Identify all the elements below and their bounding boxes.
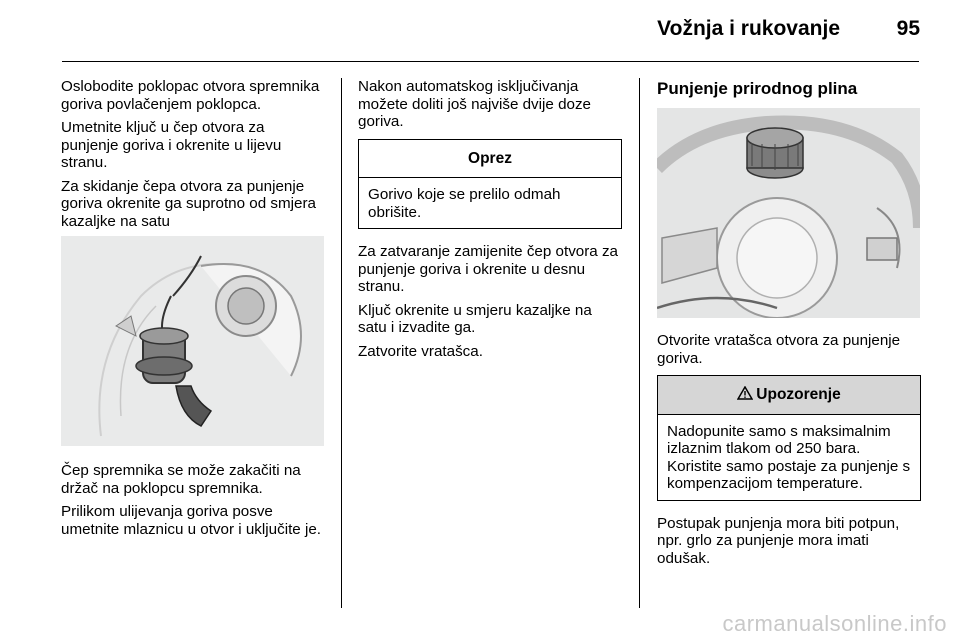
paragraph: Oslobodite poklopac otvora spremnika goriva povlačenjem poklopca. [61, 78, 320, 113]
warning-text: Nadopunite samo s maksimalnim izlaznim tlakom od 250 bara. Koristite samo postaje za punjenje s kompenzacijom temperature. [667, 422, 911, 492]
warning-title: Upozorenje [756, 386, 841, 403]
warning-header [658, 376, 920, 415]
paragraph: Otvorite vratašca otvora za punjenje goriva. [657, 332, 901, 367]
paragraph: Čep spremnika se može zakačiti na držač na poklopcu spremnika. [61, 462, 301, 497]
warning-triangle-icon [737, 386, 753, 400]
paragraph: Za skidanje čepa otvora za punjenje goriva okrenite ga suprotno od smjera kazaljke na satu [61, 177, 316, 230]
page-number: 95 [896, 17, 920, 40]
caution-title: Oprez [359, 140, 621, 179]
watermark: carmanualsonline.info [722, 611, 947, 636]
fuel-cap-illustration [61, 236, 324, 446]
cng-filler-illustration [657, 108, 920, 318]
paragraph: Ključ okrenite u smjeru kazaljke na satu i izvadite ga. [358, 301, 592, 336]
column-2 [358, 78, 623, 366]
warning-box [657, 375, 921, 501]
column-divider-1 [341, 78, 342, 608]
header-divider [62, 61, 919, 62]
column-3 [657, 78, 922, 573]
caution-text: Gorivo koje se prelilo odmah obrišite. [368, 186, 561, 221]
paragraph: Zatvorite vratašca. [358, 342, 483, 360]
filler-nozzle-icon [747, 128, 803, 178]
paragraph: Umetnite ključ u čep otvora za punjenje goriva i okrenite u lijevu stranu. [61, 119, 282, 171]
section-title: Punjenje prirodnog plina [657, 79, 858, 98]
paragraph: Prilikom ulijevanja goriva posve umetnite mlaznicu u otvor i uključite je. [61, 503, 321, 538]
paragraph: Postupak punjenja mora biti potpun, npr. grlo za punjenje mora imati odušak. [657, 514, 900, 567]
column-divider-2 [639, 78, 640, 608]
column-1 [61, 78, 326, 544]
paragraph: Nakon automatskog isključivanja možete doliti još najviše dvije doze goriva. [358, 78, 591, 130]
caution-box [358, 139, 622, 230]
paragraph: Za zatvaranje zamijenite čep otvora za punjenje goriva i okrenite u desnu stranu. [358, 243, 619, 295]
page-header-title: Vožnja i rukovanje [657, 17, 840, 40]
